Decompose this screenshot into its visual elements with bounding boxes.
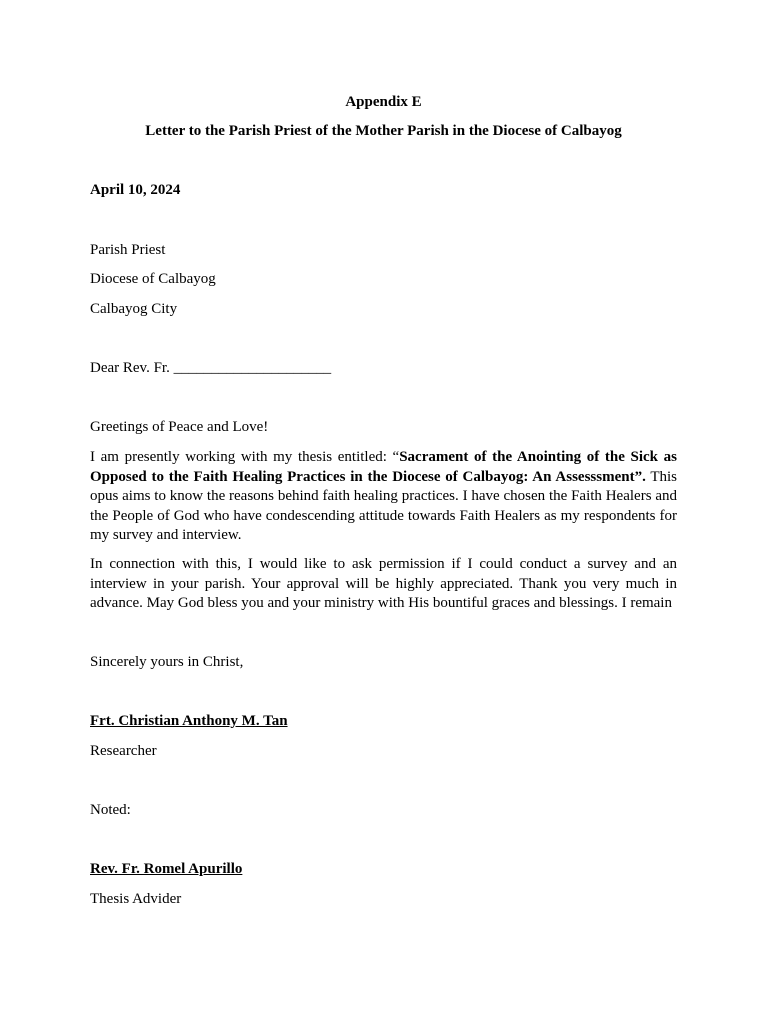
researcher-signature	[90, 712, 677, 731]
researcher-role: Researcher	[90, 743, 157, 759]
paragraph-1-intro: I am presently working with my thesis entitled: “	[90, 449, 400, 465]
adviser-role: Thesis Advider	[90, 891, 182, 907]
paragraph-1-body: This opus aims to know the reasons behind faith healing practices. I have chosen the Faith Healers and the People of God who have condescending attitude towards Faith Healers as my respondents for my survey and interview.	[90, 468, 677, 543]
adviser-name: Rev. Fr. Romel Apurillo	[90, 861, 243, 877]
appendix-label: Appendix E	[345, 94, 422, 110]
letter-date: April 10, 2024	[90, 182, 181, 198]
recipient-line-3: Calbayog City	[90, 301, 178, 317]
greeting: Greetings of Peace and Love!	[90, 419, 269, 435]
recipient-line-2: Diocese of Calbayog	[90, 271, 216, 287]
salutation: Dear Rev. Fr. _____________________	[90, 360, 332, 376]
body-paragraph-1	[90, 448, 677, 546]
researcher-name: Frt. Christian Anthony M. Tan	[90, 713, 288, 729]
thesis-title: Sacrament of the Anointing of the Sick as Opposed to the Faith Healing Practices in the Diocese of Calbayog: An Assesssment”.	[90, 449, 677, 485]
noted-label: Noted:	[90, 802, 131, 818]
closing: Sincerely yours in Christ,	[90, 654, 244, 670]
adviser-signature	[90, 860, 677, 879]
letter-title: Letter to the Parish Priest of the Mother Parish in the Diocese of Calbayog	[145, 123, 622, 139]
recipient-line-1: Parish Priest	[90, 242, 166, 258]
body-paragraph-2: In connection with this, I would like to ask permission if I could conduct a survey and an interview in your parish. Your approval will be highly appreciated. Thank you very much in advance. May God bless you and your ministry with His bountiful graces and blessings. I remain	[90, 556, 677, 611]
